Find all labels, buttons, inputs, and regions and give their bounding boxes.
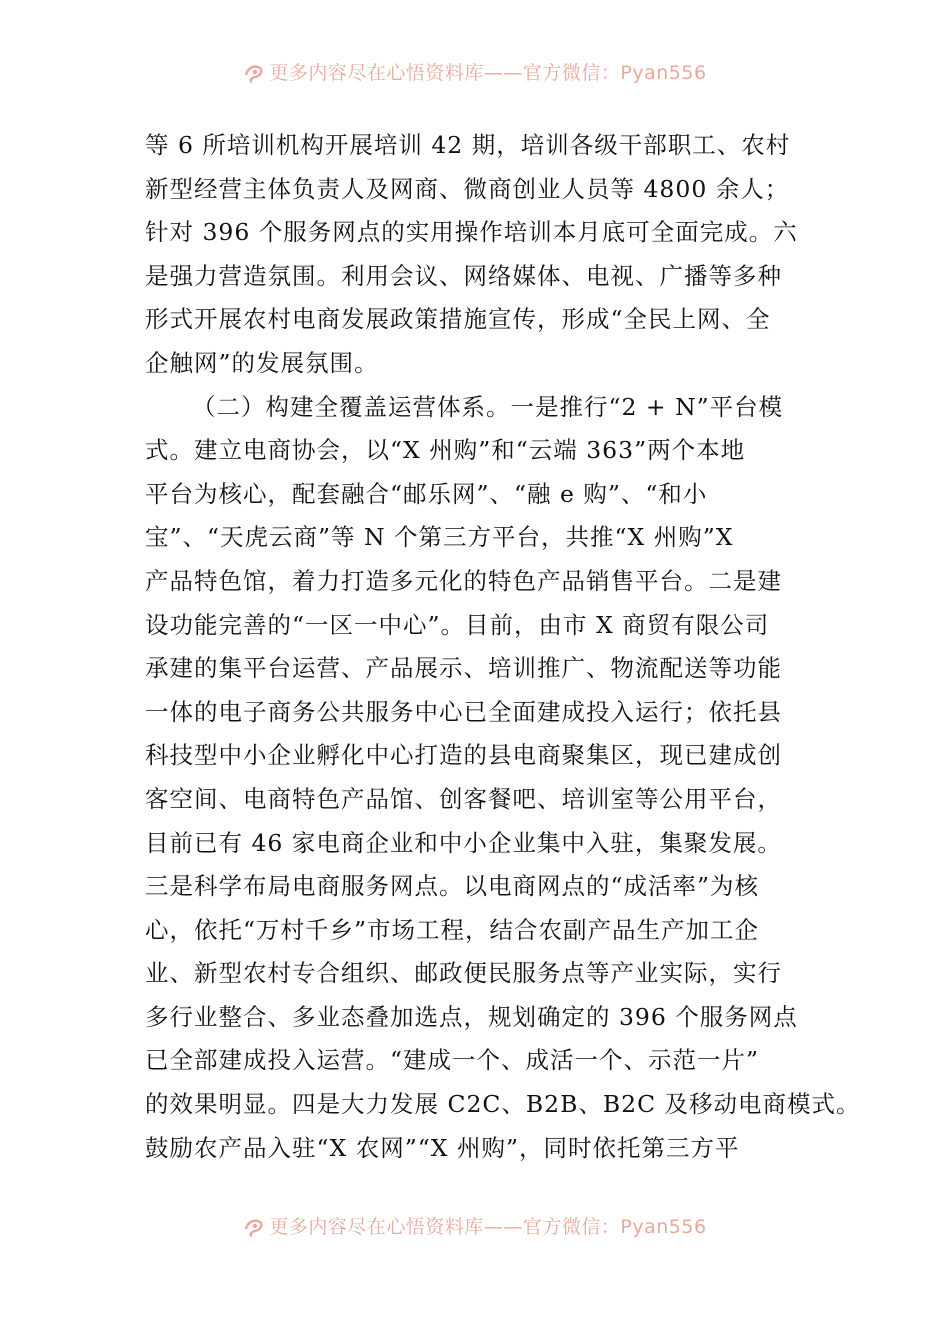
text-line: 等 6 所培训机构开展培训 42 期，培训各级干部职工、农村 — [145, 131, 791, 159]
header-watermark — [0, 58, 950, 85]
text-line: 针对 396 个服务网点的实用操作培训本月底可全面完成。六 — [145, 218, 798, 247]
footer-watermark — [0, 1212, 950, 1239]
text-line: 形式开展农村电商发展政策措施宣传，形成“全民上网、全 — [145, 305, 771, 334]
text-line: 三是科学布局电商服务网点。以电商网点的“成活率”为核 — [145, 872, 760, 901]
section-heading-line: （二）构建全覆盖运营体系。一是推行“2 + N”平台模 — [192, 392, 784, 421]
watermark-logo-icon — [243, 61, 265, 83]
text-line: 鼓励农产品入驻“X 农网”“X 州购”，同时依托第三方平 — [145, 1133, 740, 1162]
text-line: 心，依托“万村千乡”市场工程，结合农副产品生产加工企 — [145, 915, 760, 944]
document-body — [145, 124, 861, 1170]
text-line: 多行业整合、多业态叠加选点，规划确定的 396 个服务网点 — [145, 1002, 798, 1031]
text-line: 的效果明显。四是大力发展 C2C、B2B、B2C 及移动电商模式。 — [145, 1090, 861, 1119]
text-line: 宝”、“天虎云商”等 N 个第三方平台，共推“X 州购”X — [145, 523, 734, 552]
text-line: 客空间、电商特色产品馆、创客餐吧、培训室等公用平台， — [145, 784, 782, 813]
text-line: 产品特色馆，着力打造多元化的特色产品销售平台。二是建 — [145, 566, 782, 595]
text-line: 平台为核心，配套融合“邮乐网”、“融 e 购”、“和小 — [145, 479, 708, 508]
text-line: 新型经营主体负责人及网商、微商创业人员等 4800 余人； — [145, 174, 790, 203]
watermark-logo-icon — [243, 1215, 265, 1237]
text-line: 业、新型农村专合组织、邮政便民服务点等产业实际，实行 — [145, 959, 782, 988]
text-line: 设功能完善的“一区一中心”。目前，由市 X 商贸有限公司 — [145, 610, 770, 639]
text-line: 承建的集平台运营、产品展示、培训推广、物流配送等功能 — [145, 654, 782, 683]
text-line: 是强力营造氛围。利用会议、网络媒体、电视、广播等多种 — [145, 261, 782, 290]
text-line: 企触网”的发展氛围。 — [145, 348, 379, 377]
text-line: 科技型中小企业孵化中心打造的县电商聚集区，现已建成创 — [145, 741, 782, 770]
footer-watermark-text: 更多内容尽在心悟资料库——官方微信：Pyan556 — [269, 1216, 707, 1238]
text-line: 已全部建成投入运营。“建成一个、成活一个、示范一片” — [145, 1046, 760, 1075]
text-line: 一体的电子商务公共服务中心已全面建成投入运行；依托县 — [145, 697, 782, 726]
header-watermark-text: 更多内容尽在心悟资料库——官方微信：Pyan556 — [269, 62, 707, 84]
text-line: 目前已有 46 家电商企业和中小企业集中入驻，集聚发展。 — [145, 828, 782, 857]
text-line: 式。建立电商协会，以“X 州购”和“云端 363”两个本地 — [145, 436, 746, 465]
